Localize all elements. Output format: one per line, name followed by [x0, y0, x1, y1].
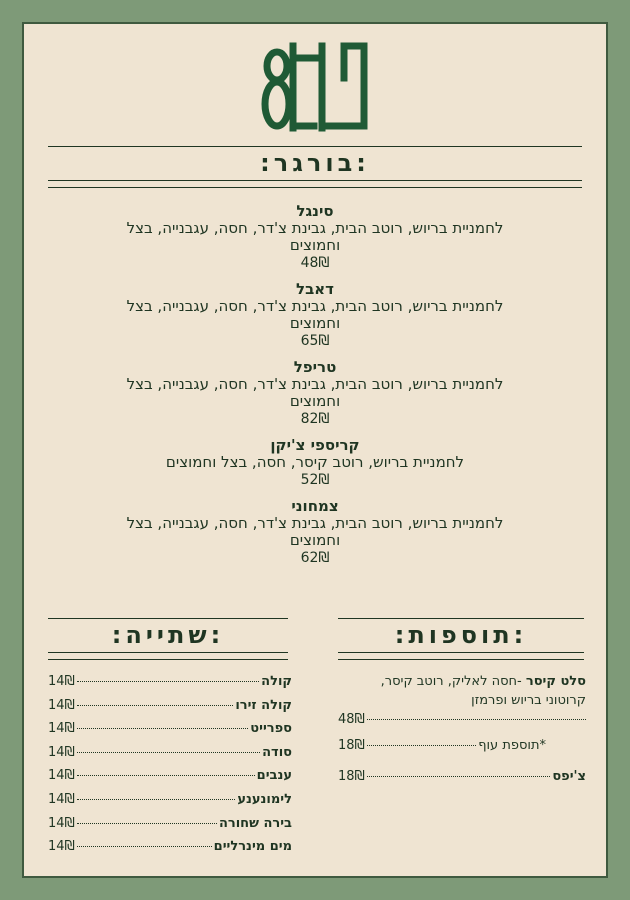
drink-price: 14₪: [48, 791, 75, 807]
dot-leader: [367, 745, 476, 746]
menu-page: [22, 22, 608, 878]
item-name: טריפל: [293, 358, 337, 376]
divider: [48, 180, 582, 181]
item-description: לחמניית בריוש, רוטב קיסר, חסה, בצל וחמוצים: [165, 453, 465, 471]
list-item: [48, 792, 292, 816]
item-price: 52₪: [300, 472, 330, 488]
list-item: [24, 497, 606, 567]
item-price: 62₪: [300, 550, 330, 566]
chicken-addon-name: *תוספת עוף: [478, 737, 546, 753]
list-item: [48, 768, 292, 792]
chicken-addon-price: 18₪: [338, 737, 365, 753]
drink-price: 14₪: [48, 721, 75, 737]
drink-name: לימונענע: [237, 791, 292, 807]
list-item: [48, 839, 292, 863]
list-item: [48, 816, 292, 840]
dot-leader: [77, 775, 255, 776]
item-name: צמחוני: [291, 497, 339, 515]
drink-price: 14₪: [48, 697, 75, 713]
list-item: [48, 745, 292, 769]
burger-list: [24, 202, 606, 575]
divider: [48, 146, 582, 147]
dot-leader: [77, 823, 217, 824]
list-item: [338, 712, 586, 736]
item-name: סינגל: [296, 202, 334, 220]
drink-price: 14₪: [48, 768, 75, 784]
dot-leader: [77, 846, 212, 847]
item-description: לחמניית בריוש, רוטב הבית, גבינת צ'דר, חסה, עגבנייה, בצל וחמוצים: [126, 375, 504, 410]
divider: [48, 659, 288, 660]
drinks-list: [48, 674, 292, 863]
drink-name: סודה: [262, 744, 292, 760]
extras-list: [338, 672, 586, 793]
dot-leader: [77, 728, 249, 729]
chips-name: צ'יפס: [552, 769, 586, 785]
salad-price: 48₪: [338, 712, 365, 727]
drink-price: 14₪: [48, 674, 75, 689]
drink-name: ספרייט: [250, 721, 292, 737]
dot-leader: [367, 776, 551, 777]
item-name: דאבל: [296, 280, 334, 298]
drink-price: 14₪: [48, 815, 75, 831]
divider: [48, 618, 288, 619]
list-item: [24, 202, 606, 272]
list-item: [338, 769, 586, 793]
drink-name: בירה שחורה: [218, 815, 292, 831]
dot-leader: [77, 705, 234, 706]
item-description: לחמניית בריוש, רוטב הבית, גבינת צ'דר, חסה, עגבנייה, בצל וחמוצים: [126, 219, 504, 254]
section-title-extras: :תוספות:: [394, 621, 528, 649]
divider: [338, 659, 584, 660]
list-item: [48, 721, 292, 745]
list-item: [24, 358, 606, 428]
drink-price: 14₪: [48, 839, 75, 855]
section-title-drinks: :שתייה:: [111, 621, 225, 649]
salad-name: סלט קיסר: [525, 674, 586, 689]
divider: [48, 652, 288, 653]
list-item: [24, 280, 606, 350]
dot-leader: [77, 681, 259, 682]
list-item: [24, 436, 606, 489]
salad-description: [338, 672, 586, 710]
brand-logo: [24, 38, 606, 142]
divider: [338, 652, 584, 653]
drink-name: קולה זירו: [235, 697, 292, 713]
drink-name: קולה: [261, 674, 292, 689]
item-name: קריספי צ'יקן: [270, 436, 360, 454]
salad-desc: -חסה לאליק, רוטב קיסר, קרוטוני בריוש ופרמזן: [380, 674, 586, 708]
section-title-burgers: :בורגר:: [260, 149, 370, 177]
item-price: 82₪: [300, 411, 330, 427]
logo-mark: [260, 38, 370, 138]
list-item: [48, 698, 292, 722]
drink-name: מים מינרליים: [213, 839, 292, 855]
list-item: [338, 738, 586, 762]
dot-leader: [367, 719, 586, 720]
drink-price: 14₪: [48, 744, 75, 760]
dot-leader: [77, 752, 260, 753]
item-price: 48₪: [300, 255, 330, 271]
item-description: לחמניית בריוש, רוטב הבית, גבינת צ'דר, חסה, עגבנייה, בצל וחמוצים: [126, 514, 504, 549]
dot-leader: [77, 799, 236, 800]
chips-price: 18₪: [338, 769, 365, 785]
list-item: [48, 674, 292, 698]
divider: [338, 618, 584, 619]
drink-name: ענבים: [256, 768, 292, 784]
item-price: 65₪: [300, 333, 330, 349]
item-description: לחמניית בריוש, רוטב הבית, גבינת צ'דר, חסה, עגבנייה, בצל וחמוצים: [126, 297, 504, 332]
divider: [48, 187, 582, 188]
